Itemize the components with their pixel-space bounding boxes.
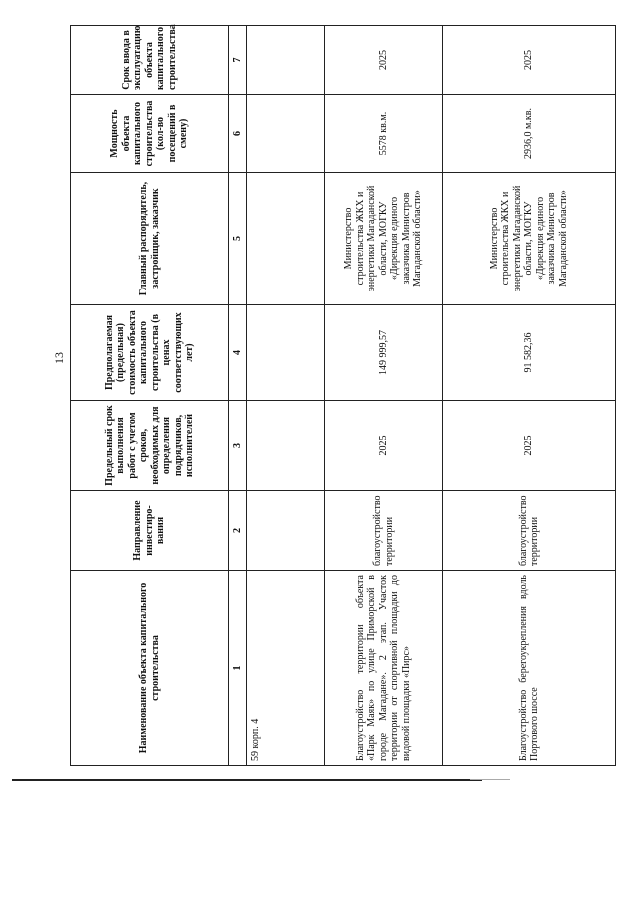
bottom-rule bbox=[12, 779, 482, 781]
deadline-cell: 2025 bbox=[325, 401, 443, 491]
rotated-table-container bbox=[70, 26, 615, 766]
column-number-row bbox=[229, 26, 247, 766]
header-capacity: Мощность объекта капитального строительства (кол-во посещений в смену) bbox=[71, 95, 229, 173]
commissioning-cell bbox=[247, 26, 325, 95]
cost-cell: 149 999,57 bbox=[325, 305, 443, 401]
table-row bbox=[443, 26, 616, 766]
commissioning-cell: 2025 bbox=[443, 26, 616, 95]
column-number: 1 bbox=[229, 571, 247, 766]
deadline-cell bbox=[247, 401, 325, 491]
capacity-cell: 5578 кв.м. bbox=[325, 95, 443, 173]
header-commissioning: Срок ввода в эксплуатацию объекта капитального строительства bbox=[71, 26, 229, 95]
table-row bbox=[325, 26, 443, 766]
direction-cell: благоустройство территории bbox=[325, 491, 443, 571]
column-number: 3 bbox=[229, 401, 247, 491]
customer-cell bbox=[247, 173, 325, 305]
direction-cell bbox=[247, 491, 325, 571]
table-row bbox=[247, 26, 325, 766]
customer-cell: Министерство строительства ЖКХ и энергетики Магаданской области, МОГКУ «Дирекция единого заказчика Министров Магаданской области» bbox=[325, 173, 443, 305]
column-number: 2 bbox=[229, 491, 247, 571]
cost-cell: 91 582,36 bbox=[443, 305, 616, 401]
header-customer: Главный распорядитель, застройщик, заказчик bbox=[71, 173, 229, 305]
object-name-cell: Благоустройство берегоукрепления вдоль Портового шоссе bbox=[443, 571, 616, 766]
header-direction: Направление инвестиро-вания bbox=[71, 491, 229, 571]
deadline-cell: 2025 bbox=[443, 401, 616, 491]
capital-construction-table bbox=[70, 25, 616, 766]
cost-cell bbox=[247, 305, 325, 401]
header-object-name: Наименование объекта капитального строительства bbox=[71, 571, 229, 766]
object-name-cell: 59 корп. 4 bbox=[247, 571, 325, 766]
capacity-cell: 2936,0 м.кв. bbox=[443, 95, 616, 173]
commissioning-cell: 2025 bbox=[325, 26, 443, 95]
bottom-rule-faint bbox=[470, 779, 510, 780]
object-name-cell: Благоустройство территории объекта «Парк Маяк» по улице Приморской в городе Магадане». 2 этап. Участок территории от спортивной площадки до видовой площадки «Пирс» bbox=[325, 571, 443, 766]
page-number: 13 bbox=[52, 352, 66, 364]
column-number: 6 bbox=[229, 95, 247, 173]
header-row bbox=[71, 26, 229, 766]
header-deadline: Предельный срок выполнения работ с учетом сроков, необходимых для определения подрядчиков, исполнителей bbox=[71, 401, 229, 491]
capacity-cell bbox=[247, 95, 325, 173]
column-number: 5 bbox=[229, 173, 247, 305]
customer-cell: Министерство строительства ЖКХ и энергетики Магаданской области, МОГКУ «Дирекция единого заказчика Министров Магаданской области» bbox=[443, 173, 616, 305]
column-number: 7 bbox=[229, 26, 247, 95]
header-cost: Предполагаемая (предельная) стоимость объекта капитального строительства (в ценах соответствующих лет) bbox=[71, 305, 229, 401]
column-number: 4 bbox=[229, 305, 247, 401]
direction-cell: благоустройство территории bbox=[443, 491, 616, 571]
